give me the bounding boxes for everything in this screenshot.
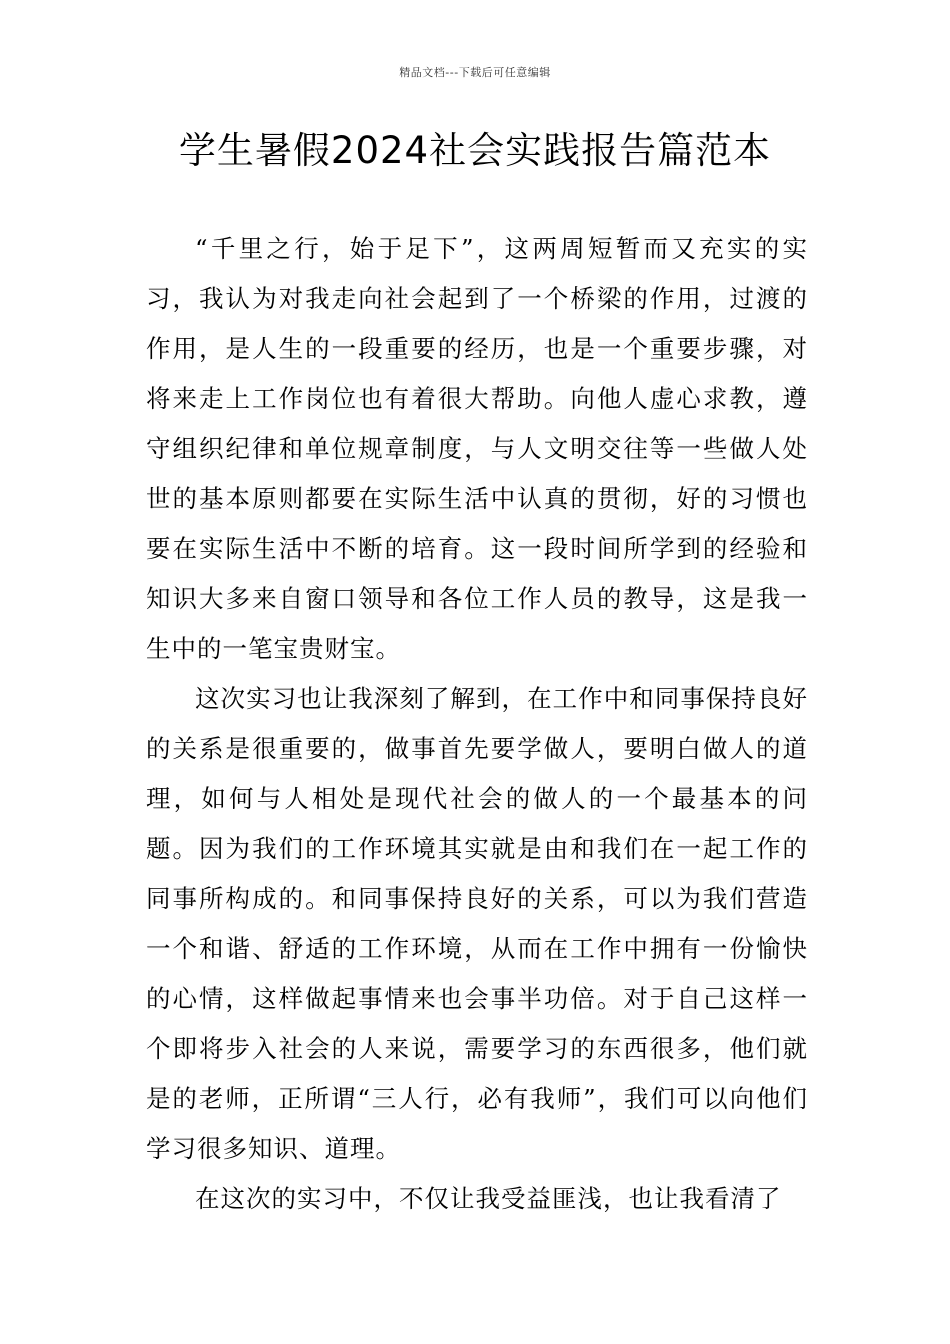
document-body xyxy=(146,224,808,1224)
document-title: 学生暑假2024社会实践报告篇范本 xyxy=(178,129,772,172)
body-paragraph-2: 这次实习也让我深刻了解到，在工作中和同事保持良好的关系是很重要的，做事首先要学做人，要明白做人的道理，如何与人相处是现代社会的做人的一个最基本的问题。因为我们的工作环境其实就是由和我们在一起工作的同事所构成的。和同事保持良好的关系，可以为我们营造一个和谐、舒适的工作环境，从而在工作中拥有一份愉快的心情，这样做起事情来也会事半功倍。对于自己这样一个即将步入社会的人来说，需要学习的东西很多，他们就是的老师，正所谓“三人行，必有我师”，我们可以向他们学习很多知识、道理。 xyxy=(146,684,808,1163)
body-paragraph-3: 在这次的实习中，不仅让我受益匪浅，也让我看清了 xyxy=(195,1184,782,1213)
header-note: 精品文档---下载后可任意编辑 xyxy=(399,66,551,79)
body-paragraph-1: “千里之行，始于足下”，这两周短暂而又充实的实习，我认为对我走向社会起到了一个桥梁的作用，过渡的作用，是人生的一段重要的经历，也是一个重要步骤，对将来走上工作岗位也有着很大帮助。向他人虚心求教，遵守组织纪律和单位规章制度，与人文明交往等一些做人处世的基本原则都要在实际生活中认真的贯彻，好的习惯也要在实际生活中不断的培育。这一段时间所学到的经验和知识大多来自窗口领导和各位工作人员的教导，这是我一生中的一笔宝贵财宝。 xyxy=(146,234,808,663)
